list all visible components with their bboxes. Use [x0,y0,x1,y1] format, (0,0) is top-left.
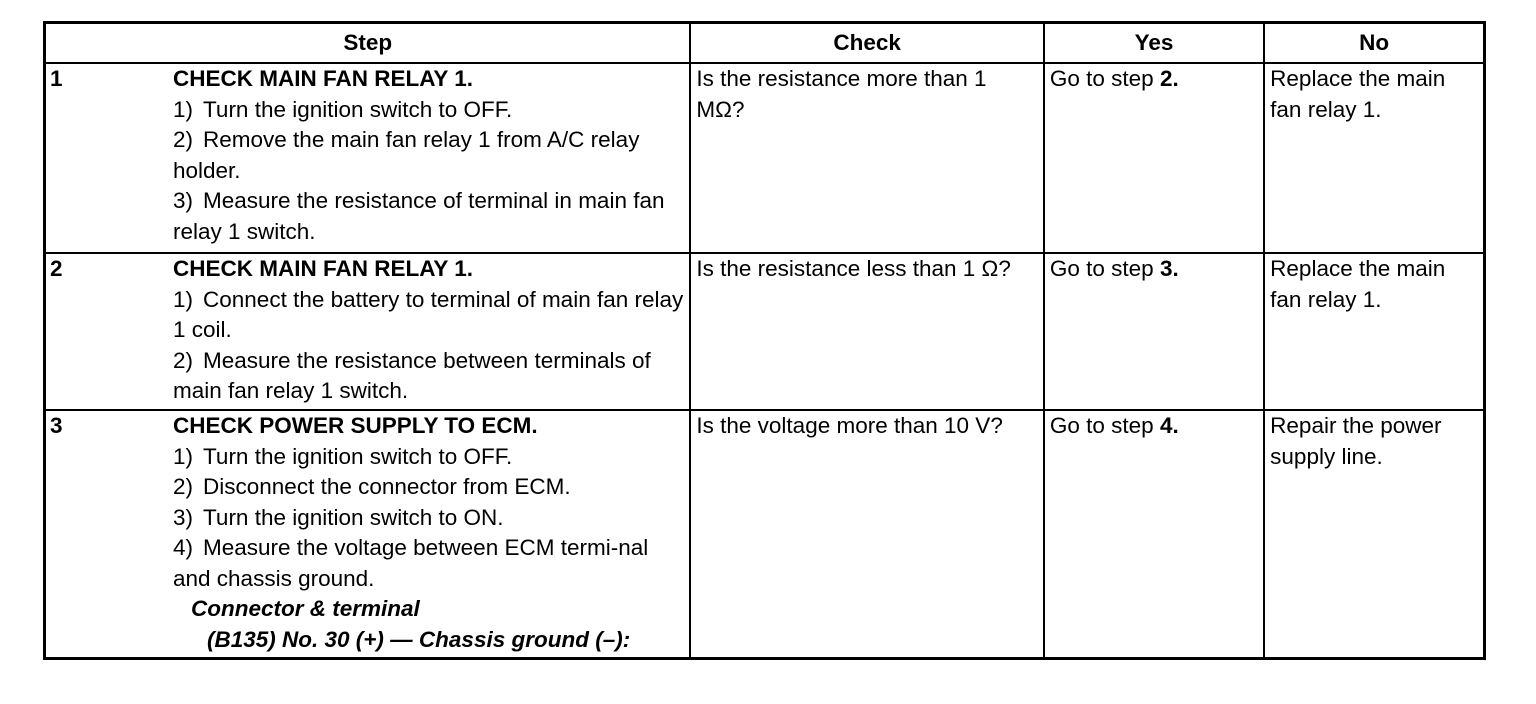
step-item-text: Measure the resistance between terminals of main fan relay 1 switch. [173,347,651,403]
step-number: 1 [50,66,63,91]
step-cell [45,63,691,253]
no-cell [1264,63,1484,253]
step-body [173,411,689,655]
step-cell [45,410,691,659]
step-item [173,95,683,126]
step-item [173,186,683,247]
step-item [173,125,683,186]
header-yes: Yes [1044,23,1264,64]
header-no: No [1264,23,1484,64]
step-item-index: 1) [173,443,194,469]
yes-step: 2. [1159,66,1179,91]
diagnostic-table [43,21,1486,660]
step-item [173,533,683,594]
step-item-text: Disconnect the connector from ECM. [203,474,571,499]
yes-prefix: Go to step [1049,256,1154,281]
yes-step: 4. [1159,413,1179,438]
table-row [45,410,1485,659]
table-row [45,63,1485,253]
check-cell [690,63,1043,253]
step-item-index: 3) [173,504,194,530]
yes-cell [1044,410,1264,659]
yes-prefix: Go to step [1049,413,1154,438]
step-body [173,64,689,247]
yes-text [1045,411,1263,442]
step-item-index: 4) [173,535,194,560]
step-title: CHECK MAIN FAN RELAY 1. [173,256,474,281]
step-item-index: 3) [173,188,194,213]
step-number: 3 [50,413,63,438]
step-number: 2 [50,256,63,281]
step-item [173,503,683,534]
step-item-index: 1) [173,96,194,122]
step-item-text: Turn the ignition switch to OFF. [203,96,513,122]
step-item [173,472,683,503]
no-text: Replace the main fan relay 1. [1270,66,1446,122]
step-item-index: 1) [173,286,194,312]
no-text: Repair the power supply line. [1270,413,1442,469]
step-item-text: Turn the ignition switch to ON. [203,504,504,530]
step-item [173,346,683,407]
header-step: Step [45,23,691,64]
yes-cell [1044,63,1264,253]
yes-text [1045,254,1263,285]
step-item [173,442,683,473]
check-text: Is the resistance more than 1 MΩ? [696,66,987,122]
step-title: CHECK MAIN FAN RELAY 1. [173,66,474,91]
step-item-text: Remove the main fan relay 1 from A/C relay holder. [173,127,640,183]
step-item-text: Measure the voltage between ECM termi-nal and chassis ground. [173,535,649,591]
step-item-text: Measure the resistance of terminal in main fan relay 1 switch. [173,188,665,244]
yes-text [1045,64,1263,95]
connector-value: (B135) No. 30 (+) — Chassis ground (–): [207,626,631,652]
step-item-text: Turn the ignition switch to OFF. [203,443,513,469]
step-item [173,285,683,346]
step-item-index: 2) [173,474,194,499]
yes-cell [1044,253,1264,410]
step-cell [45,253,691,410]
table-row [45,253,1485,410]
no-cell [1264,253,1484,410]
connector-label: Connector & terminal [191,596,420,621]
check-cell [690,410,1043,659]
yes-step: 3. [1159,256,1179,281]
check-text: Is the resistance less than 1 Ω? [696,256,1011,281]
no-cell [1264,410,1484,659]
header-check: Check [690,23,1043,64]
step-item-text: Connect the battery to terminal of main fan relay 1 coil. [173,286,684,342]
no-text: Replace the main fan relay 1. [1270,256,1446,312]
yes-prefix: Go to step [1049,66,1154,91]
header-row [45,23,1485,64]
step-body [173,254,689,407]
step-item-index: 2) [173,127,194,152]
check-cell [690,253,1043,410]
step-item-index: 2) [173,347,194,373]
step-title: CHECK POWER SUPPLY TO ECM. [173,413,538,438]
check-text: Is the voltage more than 10 V? [696,413,1003,438]
